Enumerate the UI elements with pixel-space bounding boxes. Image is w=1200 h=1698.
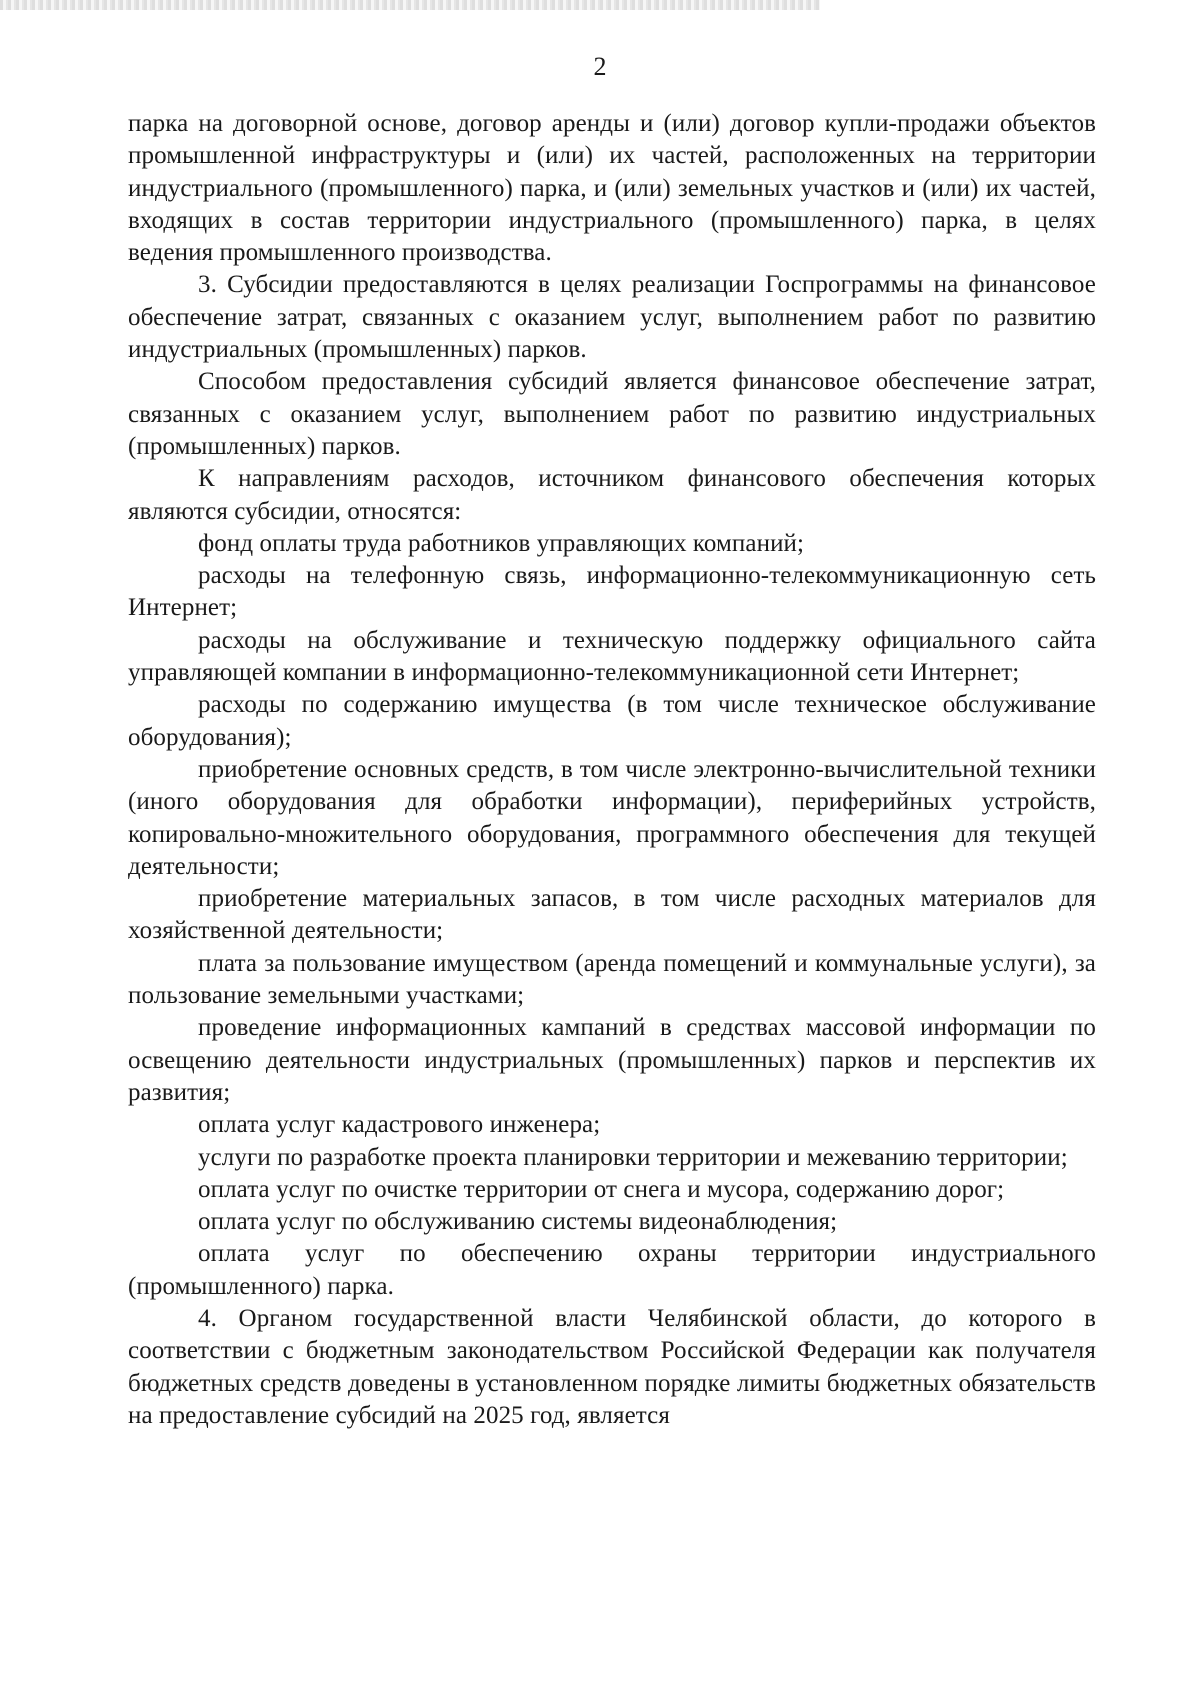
paragraph: 3. Субсидии предоставляются в целях реализации Госпрограммы на финансовое обеспечение затрат, связанных с оказанием услуг, выполнением работ по развитию индустриальных (промышленных) парков. — [128, 271, 1096, 364]
page-number: 2 — [593, 52, 607, 81]
list-item: оплата услуг по обслуживанию системы видеонаблюдения; — [198, 1208, 838, 1236]
list-item: плата за пользование имуществом (аренда помещений и коммунальные услуги), за пользование земельными участками; — [128, 949, 1096, 1010]
scan-edge-artifact — [0, 0, 820, 10]
paragraph: Способом предоставления субсидий является финансовое обеспечение затрат, связанных с оказанием услуг, выполнением работ по развитию индустриальных (промышленных) парков. — [128, 368, 1096, 460]
list-item: приобретение материальных запасов, в том числе расходных материалов для хозяйственной деятельности; — [128, 885, 1096, 945]
list-item: расходы по содержанию имущества (в том числе техническое обслуживание оборудования); — [128, 691, 1096, 751]
paragraph: 4. Органом государственной власти Челябинской области, до которого в соответствии с бюджетным законодательством Российской Федерации как получателя бюджетных средств доведены в установленном порядке лимиты бюджетных обязательств на предоставление субсидий на 2025 год, является — [128, 1304, 1096, 1429]
list-item: оплата услуг кадастрового инженера; — [198, 1111, 601, 1139]
list-item: фонд оплаты труда работников управляющих компаний; — [198, 529, 805, 557]
list-item: проведение информационных кампаний в средствах массовой информации по освещению деятельности индустриальных (промышленных) парков и перспектив их развития; — [128, 1014, 1096, 1106]
list-item: расходы на телефонную связь, информационно-телекоммуникационную сеть Интернет; — [128, 562, 1096, 622]
paragraph: парка на договорной основе, договор аренды и (или) договор купли-продажи объектов промышленной инфраструктуры и (или) их частей, расположенных на территории индустриального (промышленного) парка, и (или) земельных участков и (или) их частей, входящих в состав территории индустриального (промышленного) парка, в целях ведения промышленного производства. — [128, 110, 1096, 267]
list-item: услуги по разработке проекта планировки территории и межеванию территории; — [198, 1143, 1068, 1171]
document-body — [128, 108, 1096, 1432]
list-item: оплата услуг по очистке территории от снега и мусора, содержанию дорог; — [198, 1175, 1005, 1203]
paragraph: К направлениям расходов, источником финансового обеспечения которых являются субсидии, относятся: — [128, 465, 1096, 525]
list-item: расходы на обслуживание и техническую поддержку официального сайта управляющей компании в информационно-телекоммуникационной сети Интернет; — [128, 626, 1096, 687]
list-item: оплата услуг по обеспечению охраны территории индустриального (промышленного) парка. — [128, 1240, 1096, 1300]
list-item: приобретение основных средств, в том числе электронно-вычислительной техники (иного оборудования для обработки информации), периферийных устройств, копировально-множительного оборудования, программного обеспечения для текущей деятельности; — [128, 755, 1096, 880]
